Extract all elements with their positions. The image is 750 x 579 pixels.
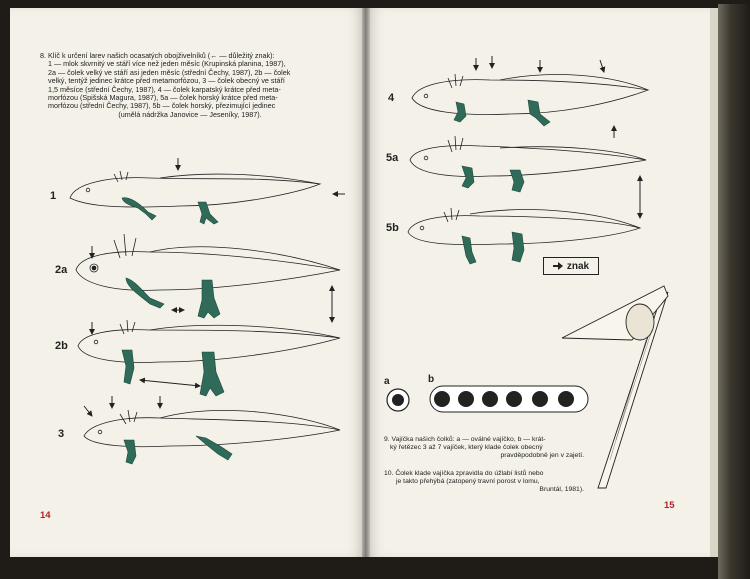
larva-1-drawing — [70, 171, 320, 207]
larva-5a-drawing — [410, 136, 646, 176]
key-line: (umělá nádržka Janovice — Jeseníky, 1987). — [118, 109, 262, 119]
larva-5a-legs — [462, 166, 524, 192]
key-line: 1 — mlok skvrnitý ve stáří více než jeden měsíc (Krupinská planina, 1987), — [48, 59, 286, 69]
key-line: morfózou (Spišská Magura, 1987), 5a — čolek horský krátce před meta- — [48, 93, 278, 103]
egg-label-a: a — [384, 376, 390, 387]
larva-label-1: 1 — [50, 190, 57, 202]
larva-5b-drawing — [408, 208, 640, 245]
larva-label-2a: 2a — [55, 264, 68, 276]
caption-line: 10. Čolek klade vajíčka zpravidla do úžlabí listů nebo — [384, 470, 544, 477]
caption-10 — [384, 470, 584, 494]
larva-label-4: 4 — [388, 92, 395, 104]
caption-line: pravděpodobně jen v zajetí. — [500, 452, 584, 459]
caption-line: je takto přehýbá (zatopený travní porost v lomu, — [396, 478, 540, 485]
legend-box — [543, 257, 599, 275]
key-line: 2a — čolek velký ve stáří asi jeden měsíc (střední Čechy, 1987), 2b — čolek — [48, 67, 291, 77]
egg-a-drawing — [387, 389, 409, 411]
egg-b-chain — [430, 386, 588, 412]
caption-line: Bruntál, 1981). — [539, 486, 584, 493]
larva-5b-legs — [462, 232, 524, 264]
arrow-right-icon — [553, 262, 563, 270]
larva-label-2b: 2b — [55, 340, 68, 352]
larva-4-legs — [454, 100, 550, 126]
legend-label: znak — [566, 260, 590, 272]
caption-line: 9. Vajíčka našich čolků: a — oválné vajíčko, b — krát- — [384, 436, 546, 443]
caption-9 — [384, 436, 584, 460]
key-line: velký, tentýž jedinec krátce před metamorfózou, 3 — čolek obecný ve stáří — [48, 76, 285, 86]
larva-label-3: 3 — [58, 428, 65, 440]
larva-label-5a: 5a — [386, 152, 399, 164]
larva-label-5b: 5b — [386, 222, 399, 234]
larva-2a-legs — [126, 278, 220, 318]
larva-2b-legs — [122, 350, 224, 396]
larva-3-legs — [124, 436, 232, 464]
key-line: 1,5 měsíce (střední Čechy, 1987), 4 — čolek karpatský krátce před meta- — [48, 84, 281, 94]
caption-line: ký řetězec 3 až 7 vajíček, který klade čolek obecný — [390, 444, 543, 451]
key-line: 8. Klíč k určení larev našich ocasatých obojživelníků (← — důležitý znak): — [40, 51, 275, 60]
egg-label-b: b — [428, 374, 435, 385]
larva-1-legs — [122, 198, 218, 224]
page-number-left: 14 — [40, 510, 51, 521]
key-line: morfózou (střední Čechy, 1987), 5b — čolek horský, přezimující jedinec — [48, 101, 276, 111]
page-number-right: 15 — [664, 500, 675, 511]
